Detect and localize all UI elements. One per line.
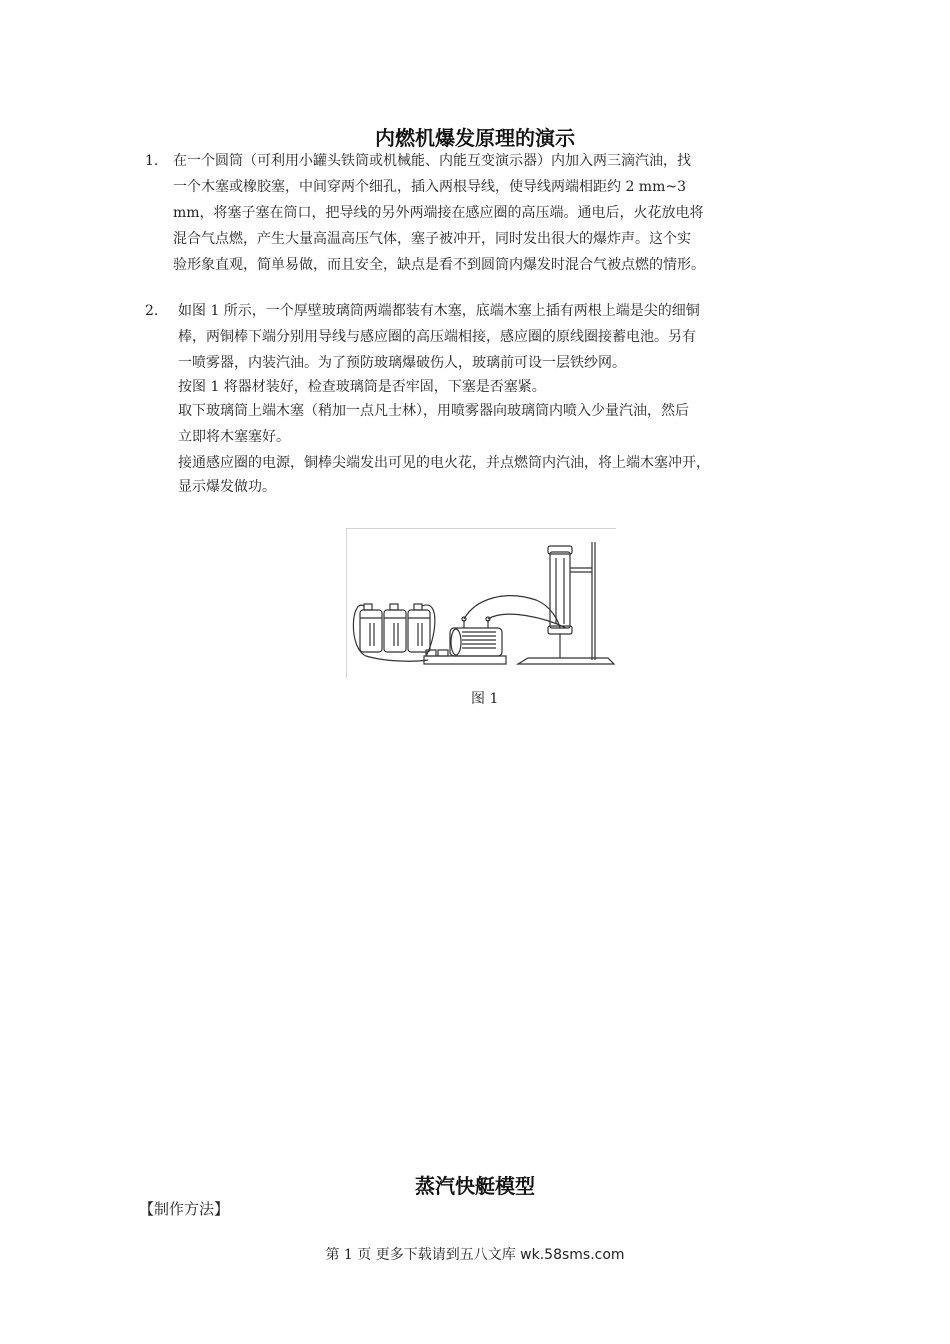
item-2-line-8: 显示爆发做功。 bbox=[178, 479, 276, 495]
item-2-line-3: 一喷雾器，内装汽油。为了预防玻璃爆破伤人，玻璃前可设一层铁纱网。 bbox=[178, 355, 626, 371]
title-combustion-demo: 内燃机爆发原理的演示 bbox=[375, 126, 575, 150]
item-2-line-4: 按图 1 将器材装好，检查玻璃筒是否牢固，下塞是否塞紧。 bbox=[178, 379, 546, 395]
figure-caption: 图 1 bbox=[471, 691, 499, 707]
item-1-line-1: 在一个圆筒（可利用小罐头铁筒或机械能、内能互变演示器）内加入两三滴汽油，找 bbox=[173, 153, 691, 169]
item-2-line-7: 接通感应圈的电源，铜棒尖端发出可见的电火花，并点燃筒内汽油，将上端木塞冲开， bbox=[178, 455, 710, 471]
item-1-line-4: 混合气点燃，产生大量高温高压气体，塞子被冲开，同时发出很大的爆炸声。这个实 bbox=[173, 231, 691, 247]
item-1-line-3: mm，将塞子塞在筒口，把导线的另外两端接在感应圈的高压端。通电后，火花放电将 bbox=[173, 205, 704, 221]
item-2-line-2: 棒，两铜棒下端分别用导线与感应圈的高压端相接，感应圈的原线圈接蓄电池。另有 bbox=[178, 329, 696, 345]
item-1-line-2: 一个木塞或橡胶塞，中间穿两个细孔，插入两根导线，使导线两端相距约 2 mm~3 bbox=[173, 179, 686, 195]
item-2-line-5: 取下玻璃筒上端木塞（稍加一点凡士林），用喷雾器向玻璃筒内喷入少量汽油，然后 bbox=[178, 403, 689, 419]
item-2-number: 2. bbox=[145, 303, 159, 319]
section-label: 【制作方法】 bbox=[139, 1200, 230, 1218]
item-2-line-1: 如图 1 所示，一个厚壁玻璃筒两端都装有木塞，底端木塞上插有两根上端是尖的细铜 bbox=[178, 303, 700, 319]
item-1-line-5: 验形象直观，简单易做，而且安全，缺点是看不到圆筒内爆发时混合气被点燃的情形。 bbox=[173, 257, 705, 273]
item-2-line-6: 立即将木塞塞好。 bbox=[178, 429, 290, 445]
item-1-number: 1. bbox=[145, 153, 159, 169]
title-steam-boat: 蒸汽快艇模型 bbox=[415, 1174, 535, 1198]
apparatus-figure bbox=[346, 528, 616, 678]
footer-site-link[interactable]: wk.58sms.com bbox=[520, 1247, 625, 1263]
page-footer bbox=[0, 1244, 950, 1264]
footer-prefix: 第 1 页 更多下载请到五八文库 bbox=[325, 1247, 521, 1263]
